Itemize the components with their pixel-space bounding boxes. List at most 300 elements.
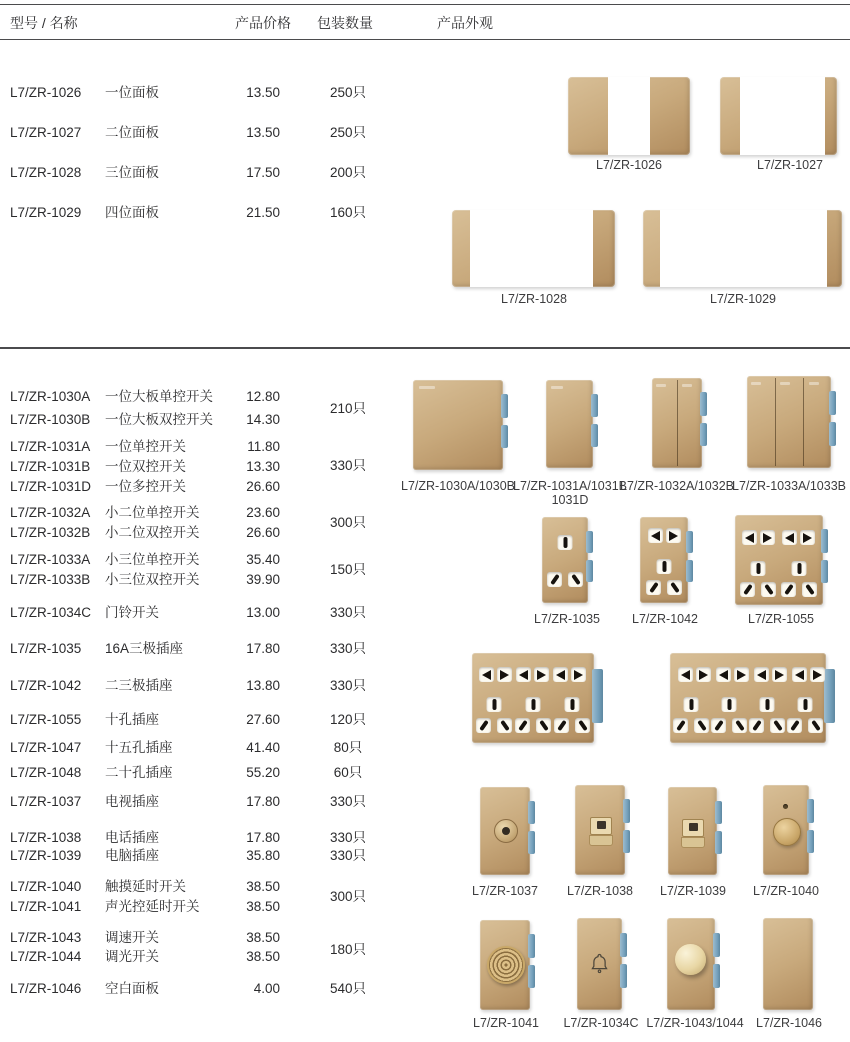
image-caption: L7/ZR-1028 (500, 292, 568, 306)
pin-slot (795, 670, 804, 680)
panel-window (608, 77, 650, 155)
bell-icon (586, 950, 613, 982)
pin-slot (531, 699, 535, 710)
mount-clip (528, 831, 535, 854)
pin-hole (742, 530, 757, 545)
table-row (0, 929, 450, 947)
name-cell: 小二位单控开关 (105, 505, 200, 520)
mount-clip (623, 830, 630, 853)
header-bottom-rule (0, 39, 850, 40)
pin-hole (497, 718, 512, 733)
pin-hole (732, 718, 747, 733)
brand-mark (809, 382, 819, 385)
name-cell: 一位多控开关 (105, 479, 186, 494)
pin-hole (760, 530, 775, 545)
table-row (0, 793, 450, 811)
pin-hole (497, 667, 512, 682)
coax-pin-hole (502, 827, 510, 835)
mount-clip (686, 560, 693, 582)
model-cell: L7/ZR-1029 (10, 205, 82, 220)
column-header-price: 产品价格 (235, 15, 291, 31)
name-cell: 一位单控开关 (105, 439, 186, 454)
mount-clip (501, 425, 508, 448)
price-cell: 27.60 (246, 712, 280, 727)
table-row (0, 458, 450, 476)
table-row (0, 739, 450, 757)
two-pin-holes (648, 528, 681, 543)
mount-clip (807, 830, 814, 853)
pin-slot (492, 699, 496, 710)
table-row (0, 829, 450, 847)
pin-slot (803, 533, 812, 543)
name-cell: 十孔插座 (105, 712, 159, 727)
name-cell: 二十孔插座 (105, 765, 173, 780)
price-cell: 55.20 (246, 765, 280, 780)
pin-slot (676, 720, 686, 731)
pin-hole (575, 718, 590, 733)
name-cell: 电脑插座 (105, 848, 159, 863)
two-pin-holes (678, 667, 711, 682)
pin-hole (781, 582, 796, 597)
mount-clip (700, 392, 707, 415)
table-row (0, 948, 450, 966)
name-cell: 门铃开关 (105, 605, 159, 620)
pin-hole (648, 528, 663, 543)
mount-clip (821, 529, 828, 552)
panel-window (470, 210, 593, 287)
model-cell: L7/ZR-1037 (10, 794, 82, 809)
pin-slot (785, 533, 794, 543)
qty-group-cell: 300只 (329, 889, 367, 904)
product-image-switch-1043 (667, 918, 715, 1010)
pin-slot (518, 720, 528, 731)
qty-cell: 330只 (329, 641, 367, 656)
pin-slot (764, 584, 774, 595)
pin-slot (662, 561, 666, 572)
name-cell: 四位面板 (105, 205, 159, 220)
mount-clip (528, 965, 535, 988)
gang-seam (775, 378, 776, 466)
price-cell: 35.80 (246, 848, 280, 863)
pin-hole (798, 697, 813, 712)
rj-jack (682, 819, 704, 837)
table-row (0, 980, 450, 998)
mount-clip (821, 560, 828, 583)
three-pin-holes (554, 697, 590, 733)
image-caption: L7/ZR-1046 (755, 1016, 823, 1030)
two-pin-holes (516, 667, 549, 682)
model-cell: L7/ZR-1044 (10, 949, 82, 964)
pin-slot (813, 670, 822, 680)
two-pin-holes (754, 667, 787, 682)
mount-clip (713, 964, 720, 988)
product-image-socket-1038 (575, 785, 625, 875)
mount-clip (620, 933, 627, 957)
table-row (0, 411, 450, 429)
table-row (0, 388, 450, 406)
table-row (0, 571, 450, 589)
qty-cell: 330只 (329, 830, 367, 845)
qty-group-cell: 210只 (329, 401, 367, 416)
price-cell: 14.30 (246, 412, 280, 427)
pin-slot (557, 720, 567, 731)
two-pin-holes (553, 667, 586, 682)
three-pin-holes (740, 561, 776, 597)
product-image-panel-1027 (720, 77, 837, 155)
model-cell: L7/ZR-1043 (10, 930, 82, 945)
table-row (0, 504, 450, 522)
mount-clip (592, 669, 603, 723)
product-image-switch-1032 (652, 378, 702, 468)
mount-clip (829, 422, 836, 446)
pin-slot (670, 582, 680, 593)
pin-hole (808, 718, 823, 733)
name-cell: 电视插座 (105, 794, 159, 809)
three-pin-holes (515, 697, 551, 733)
column-header-appearance: 产品外观 (437, 15, 493, 31)
pin-hole (684, 697, 699, 712)
table-row (0, 640, 450, 658)
qty-group-cell: 330只 (329, 458, 367, 473)
pin-hole (547, 572, 562, 587)
product-image-socket-1055 (735, 515, 823, 605)
pin-hole (792, 667, 807, 682)
pin-slot (699, 670, 708, 680)
name-cell: 调速开关 (105, 930, 159, 945)
pin-slot (482, 670, 491, 680)
price-cell: 41.40 (246, 740, 280, 755)
mount-clip (528, 934, 535, 957)
image-caption: L7/ZR-1040 (752, 884, 820, 898)
mount-clip (686, 531, 693, 553)
indicator-led (783, 804, 788, 809)
pin-hole (770, 718, 785, 733)
pin-hole (558, 535, 573, 550)
two-pin-holes (742, 530, 775, 545)
table-row (0, 164, 450, 182)
name-cell: 一位大板单控开关 (105, 389, 213, 404)
pin-slot (539, 720, 549, 731)
price-cell: 38.50 (246, 930, 280, 945)
product-image-socket-1035 (542, 517, 588, 603)
image-caption: L7/ZR-1029 (709, 292, 777, 306)
price-cell: 38.50 (246, 949, 280, 964)
table-row (0, 898, 450, 916)
mount-clip (715, 831, 722, 854)
pin-hole (740, 582, 755, 597)
pin-slot (735, 720, 745, 731)
pin-hole (536, 718, 551, 733)
section-divider-rule (0, 347, 850, 349)
table-row (0, 478, 450, 496)
table-row (0, 524, 450, 542)
name-cell: 空白面板 (105, 981, 159, 996)
table-row (0, 604, 450, 622)
table-row (0, 438, 450, 456)
column-header-qty: 包装数量 (317, 15, 373, 31)
name-cell: 十五孔插座 (105, 740, 173, 755)
brand-mark (682, 384, 692, 387)
pin-slot (574, 670, 583, 680)
pin-hole (534, 667, 549, 682)
price-cell: 13.30 (246, 459, 280, 474)
mount-clip (528, 801, 535, 824)
price-cell: 38.50 (246, 879, 280, 894)
pin-slot (556, 670, 565, 680)
pin-slot (714, 720, 724, 731)
pin-slot (578, 720, 588, 731)
pin-hole (565, 697, 580, 712)
mount-clip (807, 799, 814, 822)
brand-mark (751, 382, 761, 385)
product-image-switch-1033 (747, 376, 831, 468)
pin-hole (772, 667, 787, 682)
qty-cell: 200只 (329, 165, 367, 180)
pin-slot (737, 670, 746, 680)
price-cell: 39.90 (246, 572, 280, 587)
jack-hole (689, 823, 698, 831)
brand-mark (551, 386, 563, 389)
pin-hole (479, 667, 494, 682)
price-cell: 35.40 (246, 552, 280, 567)
image-caption: L7/ZR-1030A/1030B (401, 479, 515, 493)
panel-window (740, 77, 825, 155)
header-top-rule (0, 4, 850, 5)
three-pin-holes (711, 697, 747, 733)
pin-slot (756, 563, 760, 574)
name-cell: 调光开关 (105, 949, 159, 964)
image-caption: L7/ZR-1027 (756, 158, 824, 172)
qty-cell: 330只 (329, 848, 367, 863)
pin-hole (751, 561, 766, 576)
pin-hole (734, 667, 749, 682)
pin-hole (678, 667, 693, 682)
price-cell: 12.80 (246, 389, 280, 404)
model-cell: L7/ZR-1047 (10, 740, 82, 755)
product-image-socket-1047 (472, 653, 594, 743)
pin-hole (802, 582, 817, 597)
pin-hole (696, 667, 711, 682)
mount-clip (586, 531, 593, 553)
image-caption: L7/ZR-1042 (631, 612, 699, 626)
model-cell: L7/ZR-1048 (10, 765, 82, 780)
model-cell: L7/ZR-1031D (10, 479, 92, 494)
table-row (0, 677, 450, 695)
image-caption: 1031D (551, 493, 589, 507)
pin-hole (673, 718, 688, 733)
qty-cell: 80只 (333, 740, 363, 755)
two-pin-holes (782, 530, 815, 545)
pin-slot (803, 699, 807, 710)
model-cell: L7/ZR-1030B (10, 412, 91, 427)
pin-hole (722, 697, 737, 712)
product-image-socket-1037 (480, 787, 530, 875)
qty-cell: 250只 (329, 125, 367, 140)
pin-hole (571, 667, 586, 682)
table-row (0, 84, 450, 102)
image-caption: L7/ZR-1039 (659, 884, 727, 898)
image-caption: L7/ZR-1034C (563, 1016, 639, 1030)
pin-hole (782, 530, 797, 545)
name-cell: 二位面板 (105, 125, 159, 140)
pin-hole (754, 667, 769, 682)
pin-slot (727, 699, 731, 710)
price-cell: 4.00 (253, 981, 280, 996)
name-cell: 一位面板 (105, 85, 159, 100)
qty-cell: 330只 (329, 605, 367, 620)
image-caption: L7/ZR-1038 (566, 884, 634, 898)
pin-slot (784, 584, 794, 595)
pin-hole (646, 580, 661, 595)
pin-slot (689, 699, 693, 710)
name-cell: 电话插座 (105, 830, 159, 845)
three-pin-holes (787, 697, 823, 733)
price-cell: 17.50 (246, 165, 280, 180)
mount-clip (824, 669, 835, 723)
price-cell: 26.60 (246, 479, 280, 494)
pin-hole (666, 528, 681, 543)
mount-clip (623, 799, 630, 822)
price-cell: 26.60 (246, 525, 280, 540)
model-cell: L7/ZR-1040 (10, 879, 82, 894)
mount-clip (829, 391, 836, 415)
pin-slot (697, 720, 707, 731)
name-cell: 小三位单控开关 (105, 552, 200, 567)
model-cell: L7/ZR-1031A (10, 439, 91, 454)
pin-hole (487, 697, 502, 712)
name-cell: 声光控延时开关 (105, 899, 200, 914)
table-row (0, 847, 450, 865)
mount-clip (715, 801, 722, 824)
price-cell: 21.50 (246, 205, 280, 220)
pin-hole (516, 667, 531, 682)
jack-flap (681, 837, 705, 848)
model-cell: L7/ZR-1046 (10, 981, 82, 996)
pin-hole (761, 582, 776, 597)
pin-hole (716, 667, 731, 682)
model-cell: L7/ZR-1039 (10, 848, 82, 863)
pin-hole (694, 718, 709, 733)
model-cell: L7/ZR-1027 (10, 125, 82, 140)
image-caption: L7/ZR-1032A/1032B (620, 479, 734, 493)
product-image-switch-1041 (480, 920, 530, 1010)
product-image-switch-1034c (577, 918, 622, 1010)
pin-slot (537, 670, 546, 680)
mount-clip (586, 560, 593, 582)
pin-hole (792, 561, 807, 576)
three-pin-holes (749, 697, 785, 733)
qty-cell: 60只 (333, 765, 363, 780)
name-cell: 小二位双控开关 (105, 525, 200, 540)
product-image-switch-1031 (546, 380, 593, 468)
pin-slot (745, 533, 754, 543)
image-caption: L7/ZR-1055 (747, 612, 815, 626)
gang-seam (677, 380, 678, 466)
pin-slot (500, 670, 509, 680)
qty-cell: 330只 (329, 678, 367, 693)
qty-group-cell: 150只 (329, 562, 367, 577)
pin-slot (797, 563, 801, 574)
pin-hole (476, 718, 491, 733)
table-row (0, 124, 450, 142)
pin-slot (811, 720, 821, 731)
qty-cell: 330只 (329, 794, 367, 809)
pin-slot (752, 720, 762, 731)
model-cell: L7/ZR-1032B (10, 525, 91, 540)
pin-slot (550, 574, 560, 585)
pin-slot (519, 670, 528, 680)
pin-slot (757, 670, 766, 680)
model-cell: L7/ZR-1033A (10, 552, 91, 567)
model-cell: L7/ZR-1034C (10, 605, 92, 620)
pin-hole (553, 667, 568, 682)
table-row (0, 551, 450, 569)
pin-hole (526, 697, 541, 712)
three-pin-holes (646, 559, 682, 595)
image-caption: L7/ZR-1035 (533, 612, 601, 626)
product-image-switch-1030 (413, 380, 503, 470)
product-image-panel-1026 (568, 77, 690, 155)
qty-cell: 250只 (329, 85, 367, 100)
name-cell: 三位面板 (105, 165, 159, 180)
table-row (0, 878, 450, 896)
pin-slot (805, 584, 815, 595)
pin-slot (719, 670, 728, 680)
pin-slot (681, 670, 690, 680)
model-cell: L7/ZR-1035 (10, 641, 82, 656)
mount-clip (591, 394, 598, 417)
three-pin-holes (781, 561, 817, 597)
pin-slot (765, 699, 769, 710)
pin-hole (554, 718, 569, 733)
pin-slot (763, 533, 772, 543)
rj-jack (590, 817, 612, 835)
pin-slot (649, 582, 659, 593)
pin-hole (800, 530, 815, 545)
model-cell: L7/ZR-1026 (10, 85, 82, 100)
coax-connector (494, 819, 518, 843)
pin-slot (775, 670, 784, 680)
name-cell: 一位双控开关 (105, 459, 186, 474)
table-row (0, 204, 450, 222)
name-cell: 二三极插座 (105, 678, 173, 693)
three-pin-holes (476, 697, 512, 733)
two-pin-holes (716, 667, 749, 682)
price-cell: 13.50 (246, 85, 280, 100)
brand-mark (419, 386, 435, 389)
price-cell: 38.50 (246, 899, 280, 914)
pin-slot (500, 720, 510, 731)
jack-flap (589, 835, 613, 846)
price-cell: 17.80 (246, 830, 280, 845)
brand-mark (780, 382, 790, 385)
pin-slot (479, 720, 489, 731)
price-cell: 13.00 (246, 605, 280, 620)
model-cell: L7/ZR-1055 (10, 712, 82, 727)
name-cell: 一位大板双控开关 (105, 412, 213, 427)
pin-hole (515, 718, 530, 733)
image-caption: L7/ZR-1026 (595, 158, 663, 172)
model-cell: L7/ZR-1033B (10, 572, 91, 587)
product-image-switch-1040 (763, 785, 809, 875)
pin-slot (790, 720, 800, 731)
mount-clip (713, 933, 720, 957)
pin-hole (760, 697, 775, 712)
product-image-socket-1042 (640, 517, 688, 603)
pin-slot (563, 537, 567, 548)
image-caption: L7/ZR-1033A/1033B (732, 479, 846, 493)
rotary-knob (675, 944, 706, 975)
